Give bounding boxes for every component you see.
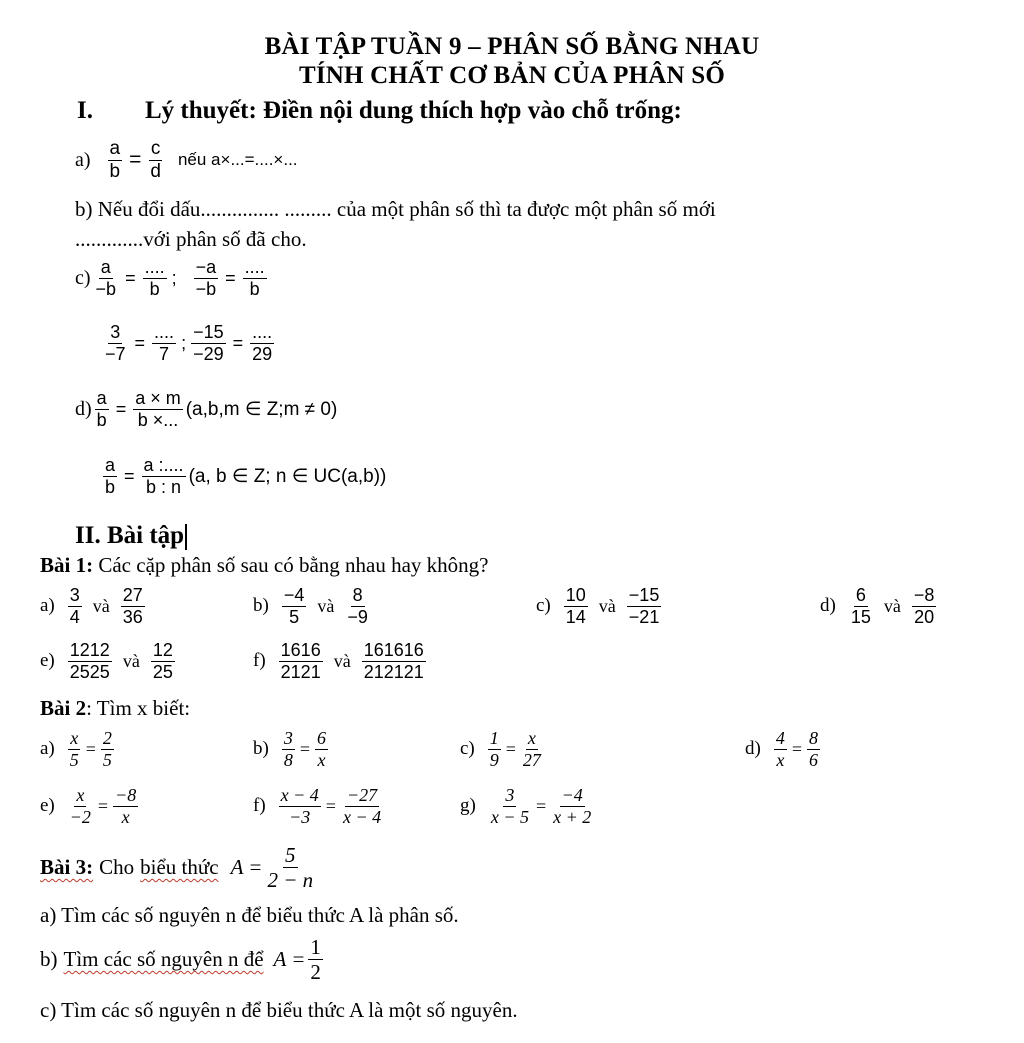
numerator: −15 — [628, 585, 660, 605]
denominator: 36 — [122, 606, 143, 627]
theory-a-condition: nếu a×...=....×... — [177, 150, 298, 170]
equals-sign: = — [505, 738, 516, 759]
bai3-part-a: a) Tìm các số nguyên n để biểu thức A là phân số. — [40, 903, 459, 927]
denominator: x — [121, 806, 130, 827]
numerator: −4 — [561, 785, 583, 805]
fraction — [912, 585, 937, 627]
denominator: 2525 — [69, 661, 110, 682]
fraction — [103, 455, 117, 497]
denominator: x − 4 — [342, 806, 382, 827]
theory-b-line-1: b) Nếu đổi dấu............... ......... của một phân số thì ta được một phân số mới — [75, 197, 716, 221]
bai2-item — [40, 728, 117, 770]
fraction — [108, 138, 123, 183]
numerator: 3 — [283, 728, 293, 748]
fraction — [68, 585, 82, 627]
conjunction-va: và — [92, 595, 110, 616]
equals-sign: = — [325, 795, 336, 816]
denominator: 2 — [310, 960, 321, 985]
theory-d-row-1 — [75, 388, 337, 430]
numerator: x — [76, 785, 85, 805]
denominator: 27 — [522, 749, 541, 770]
fraction — [148, 138, 163, 183]
fraction — [250, 322, 274, 364]
fraction — [103, 322, 128, 364]
equals-sign: = — [97, 795, 109, 816]
denominator: 4 — [69, 606, 80, 627]
numerator: 161616 — [363, 640, 424, 660]
numerator: .... — [252, 322, 273, 342]
item-label: e) — [40, 650, 55, 672]
bai1-item — [820, 585, 939, 627]
item-label: e) — [40, 795, 55, 817]
fraction — [341, 785, 383, 827]
numerator: −4 — [283, 585, 305, 605]
denominator: b : n — [146, 476, 182, 497]
bai3-part-c: c) Tìm các số nguyên n để biểu thức A là một số nguyên. — [40, 998, 518, 1022]
denominator: x + 2 — [553, 806, 592, 827]
numerator: 27 — [122, 585, 143, 605]
theory-d-condition-1: (a,b,m ∈ Z;m ≠ 0) — [185, 398, 338, 420]
numerator: 3 — [69, 585, 80, 605]
fraction — [113, 785, 138, 827]
numerator: a — [96, 388, 107, 408]
text-cursor — [185, 524, 187, 550]
denominator: 14 — [565, 606, 586, 627]
denominator: 15 — [850, 606, 871, 627]
denominator: b — [105, 476, 116, 497]
denominator: 2121 — [280, 661, 321, 682]
numerator: −27 — [346, 785, 378, 805]
denominator: b — [109, 160, 121, 182]
bai3-part-b-text: Tìm các số nguyên n để — [63, 947, 264, 972]
denominator: −9 — [347, 606, 368, 627]
fraction — [68, 640, 112, 682]
fraction — [362, 640, 426, 682]
equals-sign: = — [134, 332, 146, 353]
item-label: c) — [536, 595, 551, 617]
fraction — [142, 455, 186, 497]
bai2-item — [40, 785, 141, 827]
fraction — [521, 728, 543, 770]
equals-sign: = — [535, 795, 547, 816]
theory-d-condition-2: (a, b ∈ Z; n ∈ UC(a,b)) — [188, 465, 387, 487]
numerator: 1 — [489, 728, 499, 748]
bai3-part-b-lhs: A = — [273, 947, 306, 972]
fraction — [243, 257, 267, 299]
numerator: 3 — [505, 785, 515, 805]
numerator: .... — [154, 322, 175, 342]
bai3-expr-lhs: A = — [230, 855, 263, 880]
equals-sign: = — [124, 465, 135, 486]
fraction — [194, 257, 219, 299]
numerator: c — [150, 138, 161, 159]
numerator: a — [105, 455, 116, 475]
numerator: −a — [195, 257, 217, 277]
fraction — [121, 585, 145, 627]
fraction — [849, 585, 873, 627]
denominator: −3 — [289, 806, 311, 827]
denominator: b ×... — [137, 409, 179, 430]
separator: ; — [181, 332, 187, 353]
bai3-text-word: biểu thức — [140, 855, 219, 880]
numerator: 6 — [316, 728, 326, 748]
bai1-prompt — [40, 553, 488, 578]
fraction — [282, 585, 307, 627]
bai3-part-b-fraction — [308, 935, 323, 984]
bai2-item — [253, 785, 386, 827]
denominator: 5 — [69, 749, 79, 770]
bai3-label: Bài 3: — [40, 855, 94, 880]
fraction — [564, 585, 588, 627]
numerator: .... — [244, 257, 265, 277]
denominator: 20 — [914, 606, 935, 627]
fraction — [101, 728, 114, 770]
denominator: 7 — [159, 343, 170, 364]
denominator: b — [249, 278, 260, 299]
item-label: d) — [820, 595, 836, 617]
fraction — [94, 257, 119, 299]
section-1-heading: Lý thuyết: Điền nội dung thích hợp vào chỗ trống: — [145, 97, 682, 124]
bai2-item — [745, 728, 823, 770]
denominator: x — [776, 749, 785, 770]
denominator: −b — [95, 278, 117, 299]
bai2-item — [460, 785, 596, 827]
numerator: 5 — [285, 843, 296, 867]
equals-sign: = — [125, 267, 136, 288]
numerator: 1212 — [69, 640, 110, 660]
denominator: b — [96, 409, 107, 430]
denominator: 8 — [283, 749, 293, 770]
theory-a-label: a) — [75, 148, 91, 171]
bai1-label: Bài 1: — [40, 553, 94, 577]
title-line-1: BÀI TẬP TUẦN 9 – PHÂN SỐ BẰNG NHAU — [264, 33, 760, 60]
theory-c-label: c) — [75, 266, 91, 289]
equals-sign: = — [85, 738, 96, 759]
numerator: a × m — [135, 388, 181, 408]
bai2-label: Bài 2 — [40, 696, 87, 720]
denominator: −21 — [628, 606, 660, 627]
fraction — [68, 785, 93, 827]
equals-sign: = — [225, 267, 236, 288]
denominator: 9 — [489, 749, 499, 770]
fraction — [774, 728, 787, 770]
equals-sign: = — [791, 738, 802, 759]
denominator: b — [149, 278, 160, 299]
denominator: −b — [195, 278, 217, 299]
numerator: −15 — [193, 322, 224, 342]
bai1-item — [253, 640, 429, 682]
denominator: x — [317, 749, 326, 770]
bai2-text: : Tìm x biết: — [86, 696, 191, 720]
denominator: 212121 — [363, 661, 424, 682]
item-label: f) — [253, 650, 266, 672]
fraction — [807, 728, 820, 770]
theory-d-row-2 — [100, 455, 386, 497]
item-label: b) — [253, 738, 269, 760]
numerator: −8 — [115, 785, 137, 805]
denominator: 29 — [252, 343, 273, 364]
fraction — [489, 785, 531, 827]
fraction — [191, 322, 226, 364]
numerator: 1 — [310, 935, 321, 959]
denominator: −2 — [69, 806, 91, 827]
theory-b-line-2: .............với phân số đã cho. — [75, 227, 307, 251]
theory-c-row-1 — [75, 257, 270, 299]
numerator: a :.... — [143, 455, 184, 475]
fraction — [151, 640, 175, 682]
numerator: −8 — [913, 585, 935, 605]
fraction — [279, 640, 323, 682]
item-label: a) — [40, 738, 55, 760]
numerator: .... — [144, 257, 165, 277]
item-label: d) — [745, 738, 761, 760]
fraction — [95, 388, 109, 430]
denominator: x − 5 — [490, 806, 529, 827]
equals-sign: = — [129, 148, 142, 172]
numerator: x − 4 — [280, 785, 319, 805]
fraction — [345, 585, 370, 627]
bai1-item — [40, 640, 178, 682]
section-1-numeral: I. — [77, 97, 93, 124]
bai3-part-b — [40, 935, 326, 984]
numerator: 3 — [110, 322, 121, 342]
denominator: −29 — [193, 343, 224, 364]
numerator: 6 — [855, 585, 866, 605]
section-2-heading-text: II. Bài tập — [75, 522, 185, 549]
denominator: d — [150, 160, 161, 182]
separator: ; — [171, 267, 177, 288]
bai2-item — [253, 728, 331, 770]
bai1-text: Các cặp phân số sau có bằng nhau hay không? — [98, 553, 489, 577]
bai3-expr-fraction — [265, 843, 315, 892]
fraction — [282, 728, 295, 770]
bai1-item — [253, 585, 373, 627]
theory-a — [75, 138, 298, 183]
fraction — [315, 728, 328, 770]
conjunction-va: và — [122, 650, 140, 671]
numerator: x — [527, 728, 536, 748]
denominator: 5 — [102, 749, 112, 770]
numerator: 8 — [352, 585, 363, 605]
conjunction-va: và — [598, 595, 616, 616]
numerator: 4 — [775, 728, 785, 748]
item-label: g) — [460, 795, 476, 817]
numerator: 10 — [565, 585, 586, 605]
equals-sign: = — [232, 332, 244, 353]
item-label: a) — [40, 595, 55, 617]
denominator: 2 − n — [267, 868, 314, 893]
fraction — [152, 322, 176, 364]
title-line-2: TÍNH CHẤT CƠ BẢN CỦA PHÂN SỐ — [298, 62, 726, 89]
bai1-item — [536, 585, 664, 627]
equals-sign: = — [299, 738, 310, 759]
bai3-prompt — [40, 843, 318, 892]
denominator: 25 — [152, 661, 173, 682]
denominator: −7 — [105, 343, 126, 364]
section-2-heading — [75, 522, 187, 550]
bai3-part-b-label: b) — [40, 947, 58, 972]
numerator: a — [100, 257, 111, 277]
conjunction-va: và — [317, 595, 335, 616]
theory-c-row-2 — [100, 322, 277, 364]
conjunction-va: và — [883, 595, 901, 616]
numerator: 8 — [808, 728, 818, 748]
bai2-prompt — [40, 696, 190, 721]
item-label: b) — [253, 595, 269, 617]
fraction — [279, 785, 321, 827]
item-label: c) — [460, 738, 475, 760]
equals-sign: = — [115, 398, 127, 419]
fraction — [133, 388, 183, 430]
numerator: 1616 — [280, 640, 321, 660]
theory-d-label: d) — [75, 397, 92, 420]
fraction — [488, 728, 501, 770]
fraction — [551, 785, 593, 827]
item-label: f) — [253, 795, 266, 817]
fraction — [627, 585, 662, 627]
numerator: x — [70, 728, 79, 748]
denominator: 6 — [808, 749, 818, 770]
bai1-item — [40, 585, 148, 627]
fraction — [143, 257, 167, 299]
conjunction-va: và — [333, 650, 351, 671]
bai2-item — [460, 728, 546, 770]
fraction — [68, 728, 81, 770]
denominator: 5 — [289, 606, 300, 627]
numerator: 2 — [102, 728, 112, 748]
bai3-text-pre: Cho — [99, 855, 135, 880]
numerator: a — [109, 138, 121, 159]
numerator: 12 — [152, 640, 173, 660]
